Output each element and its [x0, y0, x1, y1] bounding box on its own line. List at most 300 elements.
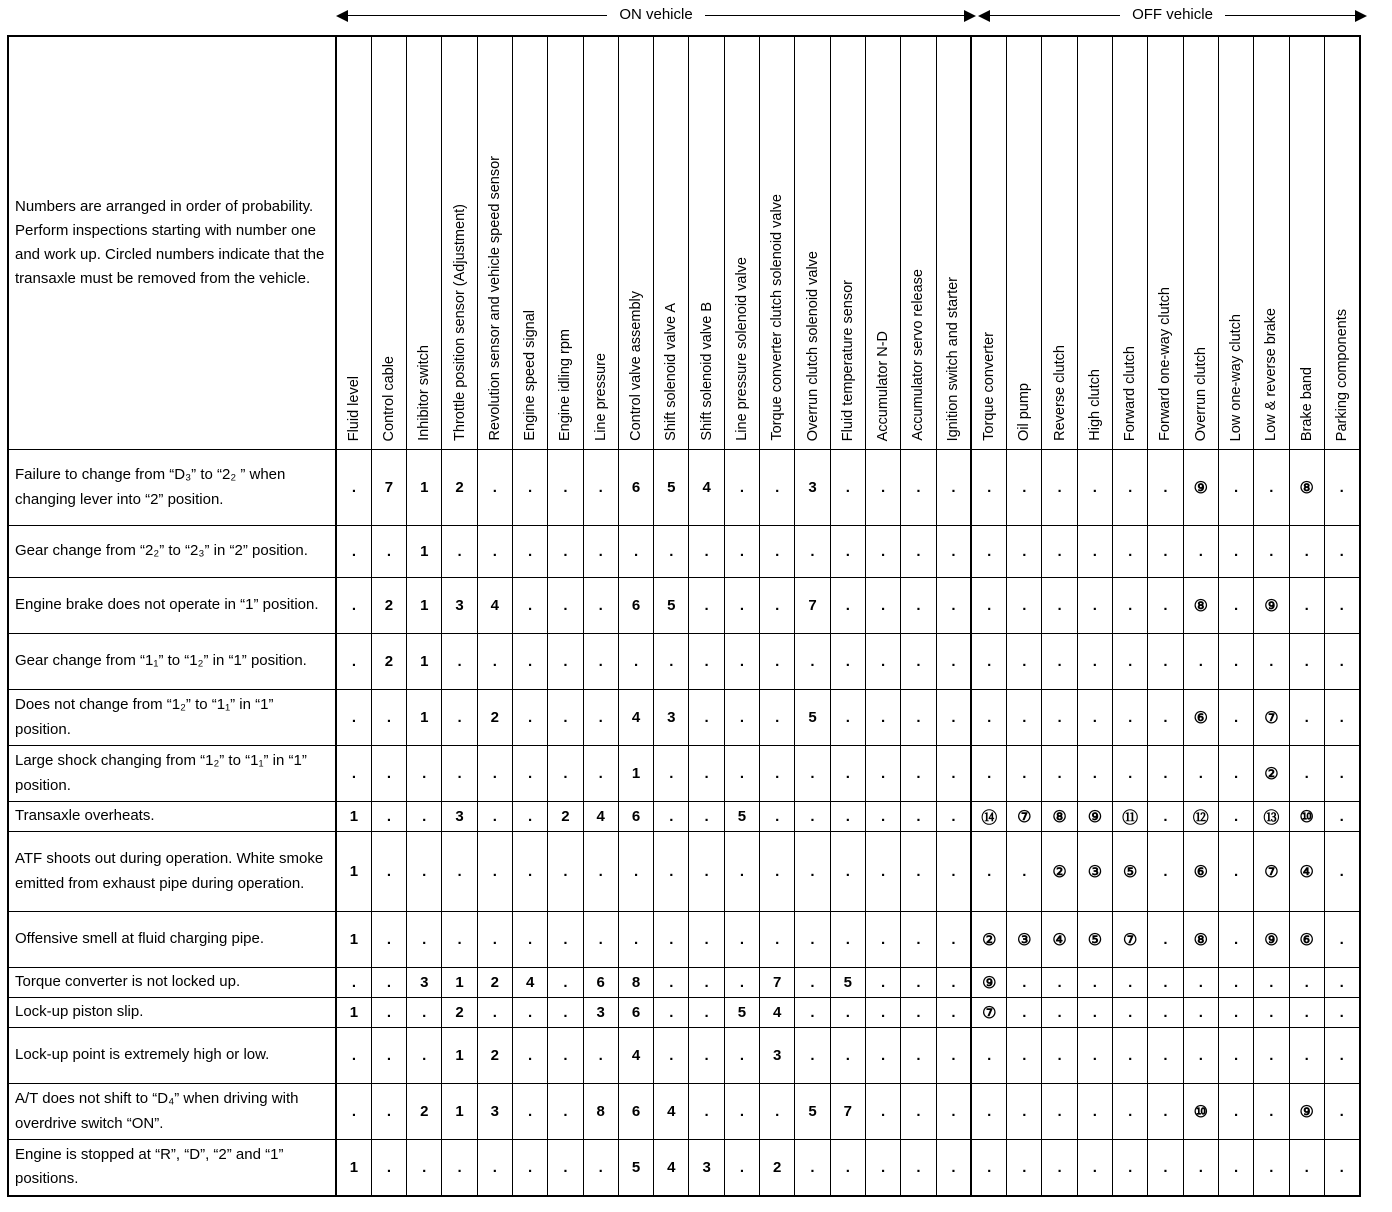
table-cell: .	[1113, 1028, 1148, 1084]
table-cell: .	[1218, 1028, 1253, 1084]
table-cell: .	[1077, 450, 1112, 526]
table-cell: 2	[371, 634, 406, 690]
table-cell: .	[1254, 634, 1289, 690]
table-cell: .	[1113, 746, 1148, 802]
table-cell: .	[865, 968, 900, 998]
table-cell: .	[830, 634, 865, 690]
table-cell: .	[1324, 832, 1359, 912]
table-cell: .	[795, 746, 830, 802]
table-cell: .	[1289, 690, 1324, 746]
table-cell: .	[477, 998, 512, 1028]
table-cell: .	[1042, 690, 1077, 746]
table-cell: .	[442, 746, 477, 802]
table-cell: .	[901, 912, 936, 968]
table-cell: .	[512, 746, 547, 802]
table-cell: .	[407, 746, 442, 802]
symptom-label: Does not change from “1₂” to “1₁” in “1” position.	[8, 690, 336, 746]
table-cell: .	[1324, 450, 1359, 526]
table-cell: .	[1289, 578, 1324, 634]
table-cell: .	[512, 526, 547, 578]
table-cell: .	[654, 968, 689, 998]
column-header-label: Torque converter	[981, 332, 998, 441]
table-cell: .	[1218, 1140, 1253, 1196]
table-cell: .	[901, 1084, 936, 1140]
column-header-row	[8, 36, 1360, 450]
column-header-label: Ignition switch and starter	[945, 276, 962, 441]
table-cell: .	[371, 526, 406, 578]
table-cell: 3	[583, 998, 618, 1028]
table-cell: .	[1148, 912, 1183, 968]
table-cell: .	[548, 450, 583, 526]
table-cell: 4	[654, 1140, 689, 1196]
table-cell: 3	[407, 968, 442, 998]
table-cell: ⑨	[1254, 578, 1289, 634]
table-cell: .	[724, 912, 759, 968]
table-cell: .	[548, 1028, 583, 1084]
table-cell: .	[1148, 1084, 1183, 1140]
table-cell: .	[1324, 1140, 1359, 1196]
table-cell: .	[548, 912, 583, 968]
table-cell: 5	[654, 450, 689, 526]
table-row	[8, 832, 1360, 912]
table-cell: .	[548, 1140, 583, 1196]
table-cell: .	[865, 1140, 900, 1196]
table-cell: .	[901, 690, 936, 746]
symptom-label: Lock-up piston slip.	[8, 998, 336, 1028]
table-cell: 1	[407, 578, 442, 634]
table-cell: ②	[971, 912, 1006, 968]
table-cell: 1	[618, 746, 653, 802]
table-cell: .	[971, 1084, 1006, 1140]
table-cell: .	[654, 526, 689, 578]
column-header-label: Accumulator N-D	[875, 330, 892, 441]
table-cell: ⑨	[1077, 802, 1112, 832]
table-cell: .	[936, 746, 971, 802]
table-cell: .	[1183, 998, 1218, 1028]
column-header	[548, 36, 583, 450]
table-cell: .	[971, 746, 1006, 802]
table-cell: .	[865, 998, 900, 1028]
table-cell: .	[971, 832, 1006, 912]
column-header	[1324, 36, 1359, 450]
column-header	[724, 36, 759, 450]
table-cell: ⑪	[1113, 802, 1148, 832]
on-vehicle-label: ON vehicle	[607, 6, 704, 23]
table-cell: .	[1289, 1140, 1324, 1196]
table-cell: .	[336, 526, 371, 578]
table-cell: .	[654, 746, 689, 802]
table-cell: .	[512, 634, 547, 690]
column-header	[1077, 36, 1112, 450]
table-cell: .	[1218, 526, 1253, 578]
table-cell: .	[336, 690, 371, 746]
off-vehicle-header	[978, 3, 1367, 29]
table-cell: .	[795, 634, 830, 690]
table-cell: .	[1289, 998, 1324, 1028]
table-cell: .	[1218, 634, 1253, 690]
table-cell: .	[1148, 1028, 1183, 1084]
table-cell: .	[407, 1028, 442, 1084]
table-cell: .	[1324, 912, 1359, 968]
table-cell: .	[336, 578, 371, 634]
table-cell: 1	[407, 450, 442, 526]
table-cell: .	[477, 832, 512, 912]
table-cell: .	[971, 690, 1006, 746]
table-cell: .	[512, 578, 547, 634]
table-cell: .	[1324, 690, 1359, 746]
table-cell: .	[1289, 968, 1324, 998]
table-cell: .	[442, 690, 477, 746]
table-cell: 1	[442, 1028, 477, 1084]
table-cell: .	[760, 450, 795, 526]
column-header-label: High clutch	[1086, 369, 1103, 441]
table-cell: .	[689, 526, 724, 578]
column-header	[901, 36, 936, 450]
table-cell: .	[1218, 690, 1253, 746]
table-cell: .	[971, 634, 1006, 690]
table-cell: .	[1289, 634, 1324, 690]
table-cell: .	[512, 802, 547, 832]
table-cell: .	[901, 802, 936, 832]
table-cell: .	[830, 912, 865, 968]
table-cell: 1	[336, 998, 371, 1028]
table-cell: ⑥	[1289, 912, 1324, 968]
table-cell: .	[1113, 1084, 1148, 1140]
column-header	[795, 36, 830, 450]
table-cell: .	[1324, 526, 1359, 578]
table-cell: .	[865, 634, 900, 690]
table-cell: .	[795, 526, 830, 578]
table-cell: 4	[654, 1084, 689, 1140]
table-cell: .	[1254, 998, 1289, 1028]
column-header	[865, 36, 900, 450]
table-cell: .	[1218, 912, 1253, 968]
table-cell: .	[1289, 1028, 1324, 1084]
table-cell: .	[1113, 526, 1148, 578]
table-row	[8, 1028, 1360, 1084]
table-cell: ②	[1254, 746, 1289, 802]
table-cell: .	[1113, 998, 1148, 1028]
table-row	[8, 1084, 1360, 1140]
column-header	[583, 36, 618, 450]
table-cell: 3	[442, 578, 477, 634]
table-cell: .	[1007, 1028, 1042, 1084]
table-cell: .	[583, 690, 618, 746]
table-cell: .	[583, 912, 618, 968]
table-cell: .	[830, 998, 865, 1028]
table-cell: .	[371, 832, 406, 912]
table-cell: 8	[618, 968, 653, 998]
table-cell: ⑦	[1254, 690, 1289, 746]
table-cell: .	[795, 968, 830, 998]
table-cell: .	[548, 998, 583, 1028]
table-cell: .	[407, 998, 442, 1028]
column-header	[689, 36, 724, 450]
table-cell: .	[1254, 526, 1289, 578]
table-cell: .	[1324, 1084, 1359, 1140]
table-cell: .	[336, 746, 371, 802]
table-cell: .	[936, 802, 971, 832]
table-cell: .	[1007, 998, 1042, 1028]
table-cell: .	[901, 998, 936, 1028]
table-row	[8, 450, 1360, 526]
table-cell: .	[689, 968, 724, 998]
table-cell: .	[1113, 450, 1148, 526]
table-cell: .	[1042, 746, 1077, 802]
table-cell: .	[1113, 1140, 1148, 1196]
table-cell: .	[1148, 450, 1183, 526]
table-cell: .	[1007, 634, 1042, 690]
table-cell: .	[1148, 746, 1183, 802]
table-cell: .	[1007, 690, 1042, 746]
column-header-label: Reverse clutch	[1051, 345, 1068, 441]
table-cell: .	[830, 832, 865, 912]
table-cell: ⑦	[1113, 912, 1148, 968]
table-cell: .	[1007, 1084, 1042, 1140]
column-header-label: Overrun clutch	[1192, 346, 1209, 441]
column-header	[371, 36, 406, 450]
table-cell: .	[689, 802, 724, 832]
table-cell: .	[936, 526, 971, 578]
table-cell: .	[548, 746, 583, 802]
table-cell: .	[1148, 690, 1183, 746]
table-cell: .	[1218, 746, 1253, 802]
table-cell: ⑥	[1183, 690, 1218, 746]
table-cell: .	[583, 634, 618, 690]
table-cell: .	[830, 802, 865, 832]
table-cell: .	[583, 578, 618, 634]
table-cell: .	[1183, 968, 1218, 998]
table-cell: .	[936, 832, 971, 912]
table-cell: 4	[512, 968, 547, 998]
table-cell: .	[795, 998, 830, 1028]
table-cell: .	[689, 1084, 724, 1140]
table-cell: 3	[477, 1084, 512, 1140]
table-cell: .	[1077, 578, 1112, 634]
table-cell: .	[724, 968, 759, 998]
table-cell: .	[1077, 526, 1112, 578]
table-cell: .	[654, 912, 689, 968]
table-cell: .	[795, 802, 830, 832]
column-header-label: Fluid temperature sensor	[839, 279, 856, 441]
symptom-label: Lock-up point is extremely high or low.	[8, 1028, 336, 1084]
table-cell: 2	[442, 998, 477, 1028]
table-cell: ③	[1007, 912, 1042, 968]
table-cell: .	[371, 746, 406, 802]
table-cell: .	[618, 526, 653, 578]
table-cell: 6	[618, 998, 653, 1028]
table-cell: .	[1042, 1084, 1077, 1140]
table-cell: .	[442, 912, 477, 968]
column-header-label: Engine idling rpm	[557, 328, 574, 441]
table-cell: .	[1148, 578, 1183, 634]
table-cell: 2	[477, 968, 512, 998]
table-cell: ⑧	[1289, 450, 1324, 526]
instructions-text: Numbers are arranged in order of probability. Perform inspections starting with number one and work up. Circled numbers indicate that the transaxle must be removed from the vehicle.	[15, 198, 325, 287]
table-cell: 2	[477, 690, 512, 746]
table-cell: .	[1077, 1028, 1112, 1084]
table-row	[8, 746, 1360, 802]
table-cell: .	[865, 578, 900, 634]
table-cell: .	[1183, 746, 1218, 802]
table-cell: .	[936, 1028, 971, 1084]
table-cell: .	[583, 526, 618, 578]
table-cell: ⑭	[971, 802, 1006, 832]
table-cell: .	[795, 1028, 830, 1084]
table-cell: .	[512, 998, 547, 1028]
table-cell: .	[1148, 998, 1183, 1028]
table-row	[8, 802, 1360, 832]
table-cell: .	[689, 746, 724, 802]
table-cell: .	[371, 1028, 406, 1084]
table-cell: .	[1218, 832, 1253, 912]
symptom-label: Gear change from “2₂” to “2₃” in “2” position.	[8, 526, 336, 578]
table-cell: ⑩	[1289, 802, 1324, 832]
column-header-label: Forward clutch	[1122, 345, 1139, 441]
column-header	[512, 36, 547, 450]
table-cell: .	[936, 1140, 971, 1196]
table-row	[8, 998, 1360, 1028]
table-cell: .	[548, 526, 583, 578]
table-cell: .	[1042, 1140, 1077, 1196]
table-cell: .	[865, 912, 900, 968]
table-cell: .	[936, 578, 971, 634]
table-cell: ⑨	[1289, 1084, 1324, 1140]
table-cell: .	[371, 968, 406, 998]
table-cell: .	[901, 968, 936, 998]
table-cell: ④	[1042, 912, 1077, 968]
table-cell: .	[442, 832, 477, 912]
table-cell: 7	[830, 1084, 865, 1140]
table-cell: .	[865, 832, 900, 912]
column-header	[936, 36, 971, 450]
table-cell: .	[1254, 1028, 1289, 1084]
table-cell: .	[724, 1028, 759, 1084]
table-cell: .	[1148, 968, 1183, 998]
table-cell: .	[1113, 578, 1148, 634]
table-cell: .	[1254, 1084, 1289, 1140]
table-cell: .	[936, 912, 971, 968]
table-cell: .	[830, 746, 865, 802]
table-cell: ⑦	[1007, 802, 1042, 832]
table-cell: 2	[548, 802, 583, 832]
table-cell: .	[512, 1084, 547, 1140]
column-header-label: Control cable	[380, 355, 397, 441]
symptom-label: Offensive smell at fluid charging pipe.	[8, 912, 336, 968]
table-cell: 2	[407, 1084, 442, 1140]
column-header-label: Parking components	[1333, 308, 1350, 441]
table-cell: .	[407, 912, 442, 968]
column-header	[407, 36, 442, 450]
table-cell: ②	[1042, 832, 1077, 912]
table-cell: 4	[583, 802, 618, 832]
table-cell: .	[724, 832, 759, 912]
table-cell: ③	[1077, 832, 1112, 912]
table-cell: .	[583, 746, 618, 802]
table-cell: .	[760, 746, 795, 802]
table-cell: .	[795, 832, 830, 912]
table-cell: 6	[618, 578, 653, 634]
table-cell: .	[548, 690, 583, 746]
table-cell: 6	[618, 1084, 653, 1140]
table-cell: 5	[795, 1084, 830, 1140]
table-cell: .	[1254, 1140, 1289, 1196]
table-cell: .	[689, 578, 724, 634]
table-cell: .	[1113, 690, 1148, 746]
column-header-label: Low & reverse brake	[1263, 308, 1280, 441]
table-cell: 3	[689, 1140, 724, 1196]
table-cell: 3	[654, 690, 689, 746]
table-cell: 1	[442, 968, 477, 998]
table-cell: .	[442, 526, 477, 578]
table-cell: .	[477, 1140, 512, 1196]
table-cell: .	[830, 690, 865, 746]
table-cell: .	[1218, 802, 1253, 832]
table-cell: .	[830, 450, 865, 526]
symptom-label: Engine brake does not operate in “1” position.	[8, 578, 336, 634]
table-cell: .	[1077, 1084, 1112, 1140]
column-header-label: Throttle position sensor (Adjustment)	[451, 204, 468, 441]
table-cell: .	[1324, 998, 1359, 1028]
diagnosis-table	[7, 35, 1361, 1197]
table-cell: .	[371, 998, 406, 1028]
table-cell: 1	[336, 832, 371, 912]
table-cell: .	[618, 832, 653, 912]
table-cell: .	[477, 450, 512, 526]
table-cell: .	[583, 1028, 618, 1084]
table-cell: .	[583, 450, 618, 526]
table-cell: .	[1007, 968, 1042, 998]
table-cell: 5	[830, 968, 865, 998]
table-cell: .	[1324, 634, 1359, 690]
table-cell: ⑧	[1183, 912, 1218, 968]
table-cell: .	[654, 832, 689, 912]
table-cell: 4	[760, 998, 795, 1028]
table-cell: .	[1007, 450, 1042, 526]
table-cell: 8	[583, 1084, 618, 1140]
table-cell: .	[865, 1084, 900, 1140]
table-cell: 4	[618, 1028, 653, 1084]
table-cell: .	[724, 634, 759, 690]
table-cell: ④	[1289, 832, 1324, 912]
table-cell: .	[901, 634, 936, 690]
table-row	[8, 912, 1360, 968]
table-cell: .	[512, 832, 547, 912]
column-header	[830, 36, 865, 450]
table-cell: .	[1324, 802, 1359, 832]
table-cell: 3	[760, 1028, 795, 1084]
table-cell: .	[865, 1028, 900, 1084]
table-cell: .	[1042, 998, 1077, 1028]
table-cell: .	[1007, 832, 1042, 912]
table-cell: .	[407, 832, 442, 912]
table-cell: .	[865, 450, 900, 526]
off-vehicle-label: OFF vehicle	[1120, 6, 1225, 23]
table-cell: .	[1077, 998, 1112, 1028]
table-cell: .	[336, 968, 371, 998]
table-cell: ⑨	[971, 968, 1006, 998]
table-cell: .	[1289, 526, 1324, 578]
table-cell: .	[512, 450, 547, 526]
table-cell: .	[1289, 746, 1324, 802]
table-cell: .	[865, 690, 900, 746]
table-cell: .	[971, 1140, 1006, 1196]
table-cell: .	[1218, 1084, 1253, 1140]
table-cell: ⑧	[1183, 578, 1218, 634]
table-cell: 7	[795, 578, 830, 634]
table-cell: .	[689, 912, 724, 968]
table-cell: .	[901, 1140, 936, 1196]
